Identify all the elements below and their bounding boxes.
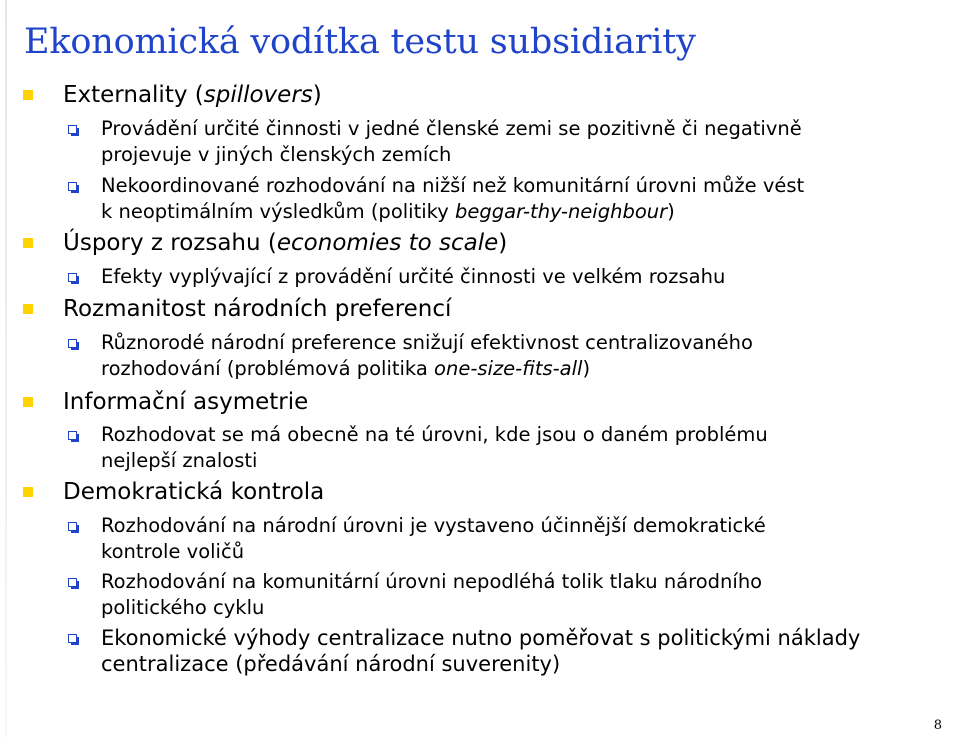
bullet-text-italic: spillovers: [203, 82, 313, 108]
subitem-line-end: ): [667, 200, 675, 223]
subitem: [101, 422, 768, 474]
subitem-line: Efekty vyplývající z provádění určité činnosti ve velkém rozsahu: [101, 265, 726, 288]
subitem: [101, 513, 766, 565]
page-number: 8: [933, 718, 942, 733]
checkbox-bullet-icon: [68, 578, 77, 587]
subitem-line: politického cyklu: [101, 596, 265, 619]
square-bullet-icon: [23, 487, 33, 497]
bullet-text: Úspory z rozsahu (: [63, 230, 277, 256]
bullet-text-italic: economies to scale: [276, 230, 499, 256]
subitem: [101, 625, 860, 677]
subitem: [101, 330, 753, 382]
square-bullet-icon: [23, 238, 33, 248]
bullet-item-democratic-control: [63, 479, 324, 505]
square-bullet-icon: [23, 90, 33, 100]
bullet-text: Demokratická kontrola: [63, 479, 325, 505]
subitem-line-end: ): [582, 357, 591, 380]
subitem-italic: one-size-fits-all: [434, 357, 583, 380]
subitem-line: Rozhodovat se má obecně na té úrovni, kde jsou o daném problému: [101, 423, 768, 446]
subitem-line: Různorodé národní preference snižují efektivnost centralizovaného: [101, 331, 753, 354]
checkbox-bullet-icon: [68, 431, 77, 440]
square-bullet-icon: [23, 304, 33, 314]
subitem-line: projevuje v jiných členských zemích: [101, 143, 452, 166]
square-bullet-icon: [23, 397, 33, 407]
subitem-line: Ekonomické výhody centralizace nutno poměřovat s politickými náklady: [101, 626, 861, 650]
bullet-text-end: ): [498, 230, 508, 256]
bullet-text: Externality (: [63, 82, 204, 108]
checkbox-bullet-icon: [68, 273, 77, 282]
subitem-line: rozhodování (problémová politika: [101, 357, 435, 380]
bullet-text-end: ): [312, 82, 322, 108]
bullet-item-externality: [63, 82, 322, 108]
checkbox-bullet-icon: [68, 522, 77, 531]
left-rule: [5, 0, 7, 737]
subitem: [101, 569, 762, 621]
subitem-line: k neoptimálním výsledkům (politiky: [101, 200, 455, 223]
subitem-line: Provádění určité činnosti v jedné členské zemi se pozitivně či negativně: [101, 117, 802, 140]
subitem-line: nejlepší znalosti: [101, 449, 258, 472]
bullet-item-economies-of-scale: [63, 230, 507, 256]
subitem: [101, 264, 725, 290]
subitem-line: kontrole voličů: [101, 540, 245, 563]
subitem: [101, 173, 804, 225]
subitem: [101, 116, 802, 168]
subitem-line: centralizace (předávání národní suverenity): [101, 652, 561, 676]
checkbox-bullet-icon: [68, 182, 77, 191]
subitem-line: Rozhodování na národní úrovni je vystaveno účinnější demokratické: [101, 514, 766, 537]
bullet-item-national-preferences: [63, 296, 451, 322]
checkbox-bullet-icon: [68, 125, 77, 134]
checkbox-bullet-icon: [68, 634, 77, 643]
bullet-item-information-asymmetry: [63, 389, 308, 415]
subitem-line: Nekoordinované rozhodování na nižší než komunitární úrovni může vést: [101, 174, 805, 197]
bullet-text: Rozmanitost národních preferencí: [63, 296, 452, 322]
checkbox-bullet-icon: [68, 339, 77, 348]
bullet-text: Informační asymetrie: [63, 389, 309, 415]
subitem-line: Rozhodování na komunitární úrovni nepodléhá tolik tlaku národního: [101, 570, 763, 593]
slide-title: Ekonomická vodítka testu subsidiarity: [24, 22, 696, 62]
subitem-italic: beggar-thy-neighbour: [454, 200, 668, 223]
